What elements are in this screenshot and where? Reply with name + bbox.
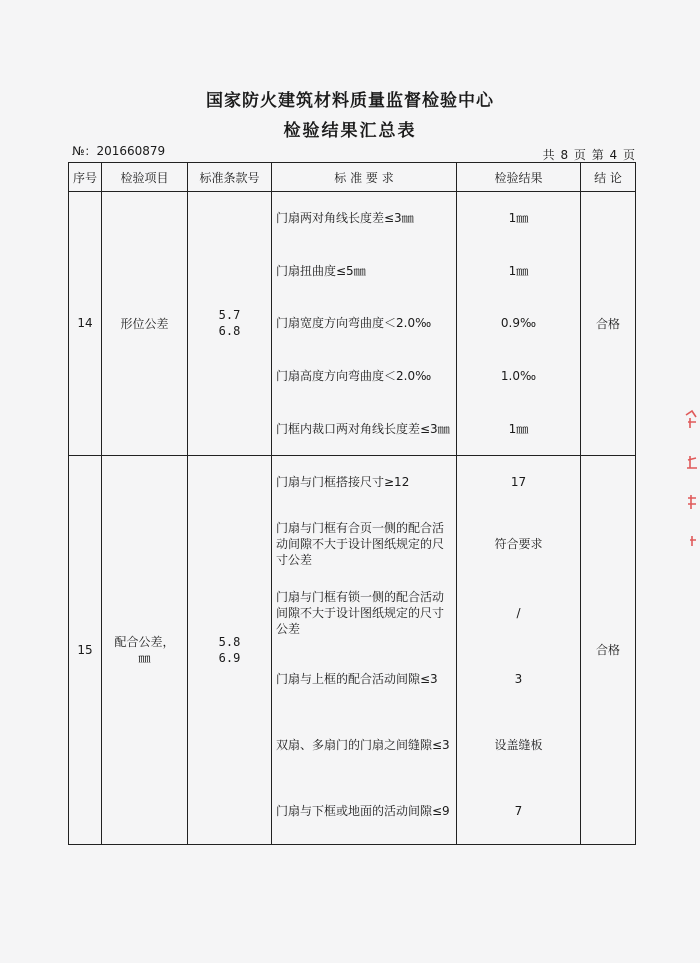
page-subtitle: 检验结果汇总表	[283, 121, 417, 141]
requirement-text: 门扇与门框有合页一侧的配合活动间隙不大于设计图纸规定的尺寸公差	[276, 520, 445, 567]
page-count: 共 8 页 第 4 页	[542, 148, 636, 162]
result-value: 3	[514, 671, 523, 686]
clause-number: 5.8	[218, 634, 241, 649]
requirement-text: 门扇与门框搭接尺寸≥12	[276, 474, 410, 489]
result-value: 1㎜	[508, 211, 529, 226]
col-header-result: 检验结果	[457, 163, 581, 192]
clause-number: 6.9	[218, 650, 241, 665]
requirement-text: 门扇两对角线长度差≤3㎜	[276, 211, 414, 226]
row-number: 14	[69, 192, 102, 456]
result-value: 0.9‰	[500, 316, 537, 331]
col-header-item: 检验项目	[102, 163, 188, 192]
seal-stamp-icon	[678, 400, 700, 560]
col-header-clause: 标准条款号	[188, 163, 272, 192]
inspection-item-line: 配合公差，	[114, 634, 175, 649]
inspection-item-unit: ㎜	[138, 650, 151, 665]
conclusion: 合格	[581, 455, 636, 844]
table-header-row	[69, 163, 636, 192]
result-value: 设盖缝板	[494, 737, 543, 752]
standard-clause	[188, 455, 272, 844]
document-number: №：201660879	[72, 144, 166, 158]
requirement-text: 门扇与门框有锁一侧的配合活动间隙不大于设计图纸规定的尺寸公差	[276, 589, 445, 636]
requirement-text: 门框内裁口两对角线长度差≤3㎜	[276, 421, 450, 436]
requirement-text: 门扇与下框或地面的活动间隙≤9	[276, 803, 450, 818]
results-table	[68, 162, 636, 845]
standard-clause	[188, 192, 272, 456]
row-number: 15	[69, 455, 102, 844]
result-cell	[457, 192, 581, 456]
requirement-text: 门扇高度方向弯曲度＜2.0‰	[276, 369, 432, 384]
requirement-cell	[272, 192, 457, 456]
col-header-conclusion: 结 论	[581, 163, 636, 192]
table-row	[69, 455, 636, 844]
inspection-item	[102, 455, 188, 844]
inspection-item: 形位公差	[102, 192, 188, 456]
result-cell	[457, 455, 581, 844]
clause-number: 6.8	[218, 324, 241, 339]
col-header-requirement: 标 准 要 求	[272, 163, 457, 192]
result-value: 1㎜	[508, 263, 529, 278]
requirement-cell	[272, 455, 457, 844]
requirement-text: 门扇宽度方向弯曲度＜2.0‰	[276, 316, 432, 331]
result-value: 1㎜	[508, 421, 529, 436]
page-title: 国家防火建筑材料质量监督检验中心	[206, 91, 494, 111]
requirement-text: 门扇与上框的配合活动间隙≤3	[276, 671, 438, 686]
requirement-text: 双扇、多扇门的门扇之间缝隙≤3	[276, 737, 450, 752]
requirement-text: 门扇扭曲度≤5㎜	[276, 263, 366, 278]
result-value: 符合要求	[494, 536, 543, 551]
result-value: /	[516, 605, 521, 620]
table-row	[69, 192, 636, 456]
conclusion: 合格	[581, 192, 636, 456]
result-value: 1.0‰	[500, 369, 537, 384]
result-value: 17	[510, 474, 527, 489]
col-header-no: 序号	[69, 163, 102, 192]
clause-number: 5.7	[218, 308, 241, 323]
result-value: 7	[514, 803, 523, 818]
